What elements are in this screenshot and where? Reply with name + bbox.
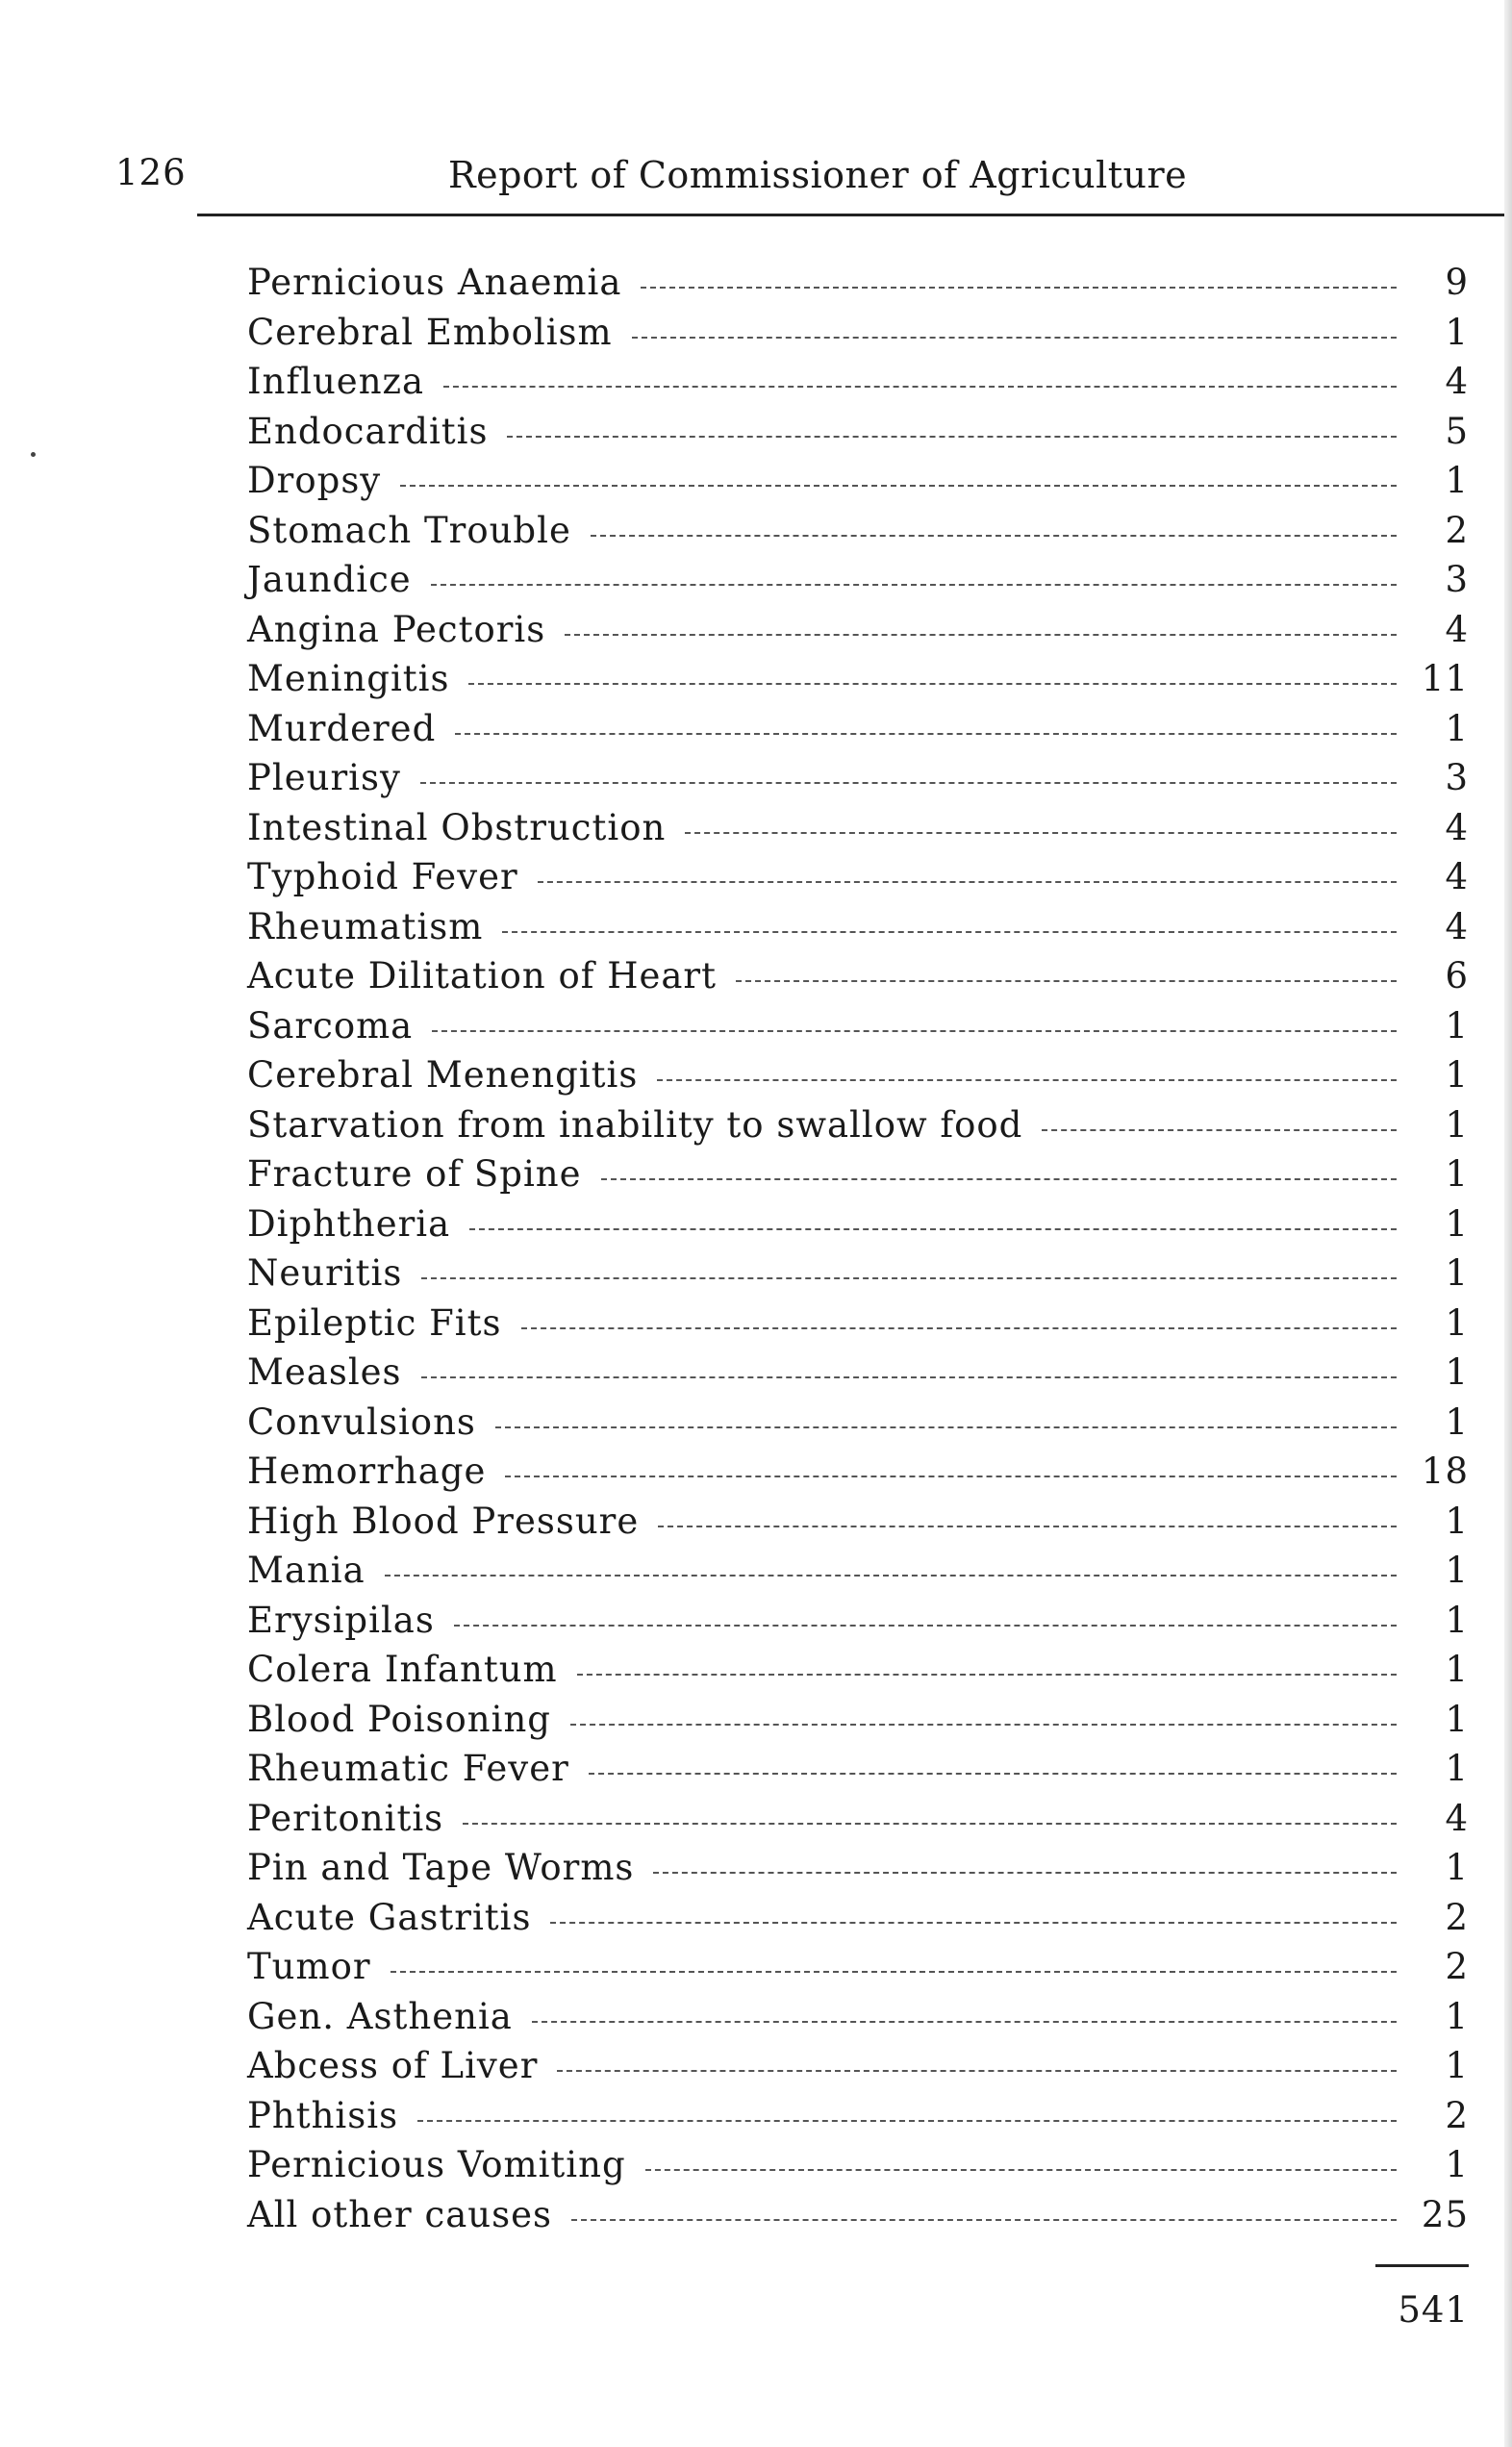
dot-leader [601,1178,1397,1180]
cause-count: 1 [1445,1252,1469,1294]
cause-count: 1 [1445,1004,1469,1047]
cause-count: 5 [1445,410,1469,452]
cause-count: 4 [1445,856,1469,897]
dot-leader [685,832,1397,834]
list-item [247,658,1469,708]
list-item [247,2095,1469,2145]
cause-label: Epileptic Fits [247,1301,502,1344]
cause-label: Rheumatic Fever [247,1748,569,1789]
cause-count: 1 [1445,1351,1469,1393]
cause-count: 1 [1445,2045,1469,2086]
dot-leader [385,1575,1397,1577]
dot-leader [538,881,1397,883]
list-item [247,361,1469,411]
list-item [247,708,1469,758]
dot-leader [645,2169,1397,2171]
cause-count: 1 [1445,1550,1469,1591]
total-rule [1375,2264,1469,2267]
cause-label: Dropsy [247,460,382,501]
dot-leader [421,1376,1397,1378]
stray-mark [31,452,36,457]
cause-label: Rheumatism [247,905,484,947]
dot-leader [632,337,1397,339]
cause-count: 18 [1421,1451,1469,1492]
cause-label: Gen. Asthenia [247,1995,513,2037]
list-item [247,411,1469,461]
cause-count: 1 [1445,1202,1469,1245]
list-item [247,609,1469,659]
cause-count: 1 [1445,1847,1469,1888]
dot-leader [443,386,1397,388]
list-item [247,757,1469,807]
cause-label: Acute Dilitation of Heart [247,955,717,996]
dot-leader [455,733,1397,735]
cause-count: 6 [1445,955,1469,996]
cause-count: 2 [1445,1896,1469,1938]
list-item [247,559,1469,609]
cause-count: 1 [1445,1599,1469,1641]
cause-label: Mania [247,1550,365,1591]
list-item [247,1104,1469,1154]
cause-label: All other causes [247,2193,552,2235]
cause-count: 1 [1445,1400,1469,1443]
cause-count: 4 [1445,806,1469,848]
cause-label: Peritonitis [247,1797,444,1839]
cause-label: Hemorrhage [247,1451,487,1492]
cause-count: 4 [1445,361,1469,402]
dot-leader [570,1724,1397,1726]
cause-label: Meningitis [247,658,450,699]
list-item [247,1252,1469,1302]
cause-label: Convulsions [247,1400,476,1443]
cause-count: 1 [1445,1301,1469,1344]
list-item [247,1897,1469,1947]
cause-count: 2 [1445,509,1469,551]
list-item [247,1798,1469,1848]
dot-leader [658,1526,1397,1527]
dot-leader [591,535,1397,537]
cause-count: 9 [1445,262,1469,303]
list-item [247,955,1469,1005]
cause-count: 25 [1421,2193,1469,2235]
dot-leader [400,485,1397,487]
list-item [247,1946,1469,1996]
running-title: Report of Commissioner of Agriculture [448,154,1188,196]
cause-label: Diphtheria [247,1202,451,1245]
dot-leader [420,782,1397,784]
list-item [247,1203,1469,1253]
cause-count: 3 [1445,757,1469,798]
dot-leader [550,1922,1397,1924]
dot-leader [1042,1129,1397,1131]
list-item [247,1649,1469,1699]
cause-count: 1 [1445,460,1469,501]
cause-count: 1 [1445,1649,1469,1690]
cause-count: 1 [1445,1103,1469,1146]
cause-label: Angina Pectoris [247,608,546,650]
cause-label: Measles [247,1351,402,1393]
cause-label: Cerebral Embolism [247,311,613,353]
list-item [247,1996,1469,2046]
header-rule [197,214,1512,216]
list-item [247,1451,1469,1501]
list-item [247,1699,1469,1749]
cause-count: 1 [1445,1698,1469,1740]
cause-label: Cerebral Menengitis [247,1054,639,1096]
dot-leader [391,1971,1397,1973]
dot-leader [468,683,1397,685]
cause-label: Tumor [247,1946,371,1987]
cause-label: Jaundice [247,559,412,600]
list-item [247,1748,1469,1798]
cause-label: Colera Infantum [247,1649,558,1690]
list-item [247,510,1469,560]
dot-leader [521,1327,1398,1329]
cause-label: Pin and Tape Worms [247,1847,635,1888]
dot-leader [431,584,1397,586]
cause-count: 1 [1445,2144,1469,2185]
cause-label: Starvation from inability to swallow food [247,1103,1023,1146]
cause-label: Stomach Trouble [247,509,571,551]
cause-label: Abcess of Liver [247,2045,539,2086]
dot-leader [417,2120,1397,2122]
cause-label: Pleurisy [247,757,401,798]
dot-leader [454,1625,1397,1627]
cause-count: 1 [1445,1748,1469,1789]
cause-label: Sarcoma [247,1004,414,1047]
cause-count: 4 [1445,608,1469,650]
cause-count: 1 [1445,1153,1469,1195]
dot-leader [653,1872,1397,1874]
cause-count: 3 [1445,559,1469,600]
list-item [247,1351,1469,1401]
dot-leader [565,634,1397,636]
cause-label: Pernicious Vomiting [247,2144,626,2185]
dot-leader [505,1476,1397,1477]
dot-leader [432,1030,1397,1032]
cause-label: Acute Gastritis [247,1896,532,1938]
dot-leader [502,931,1397,933]
list-item [247,460,1469,510]
list-item [247,807,1469,857]
list-item [247,1005,1469,1055]
cause-count: 4 [1445,1797,1469,1839]
dot-leader [532,2021,1397,2023]
dot-leader [571,2219,1397,2221]
list-item [247,1054,1469,1104]
cause-label: Intestinal Obstruction [247,806,667,848]
dot-leader [469,1228,1397,1230]
dot-leader [507,436,1397,438]
total-count: 541 [1398,2289,1469,2331]
cause-label: Fracture of Spine [247,1153,582,1195]
cause-count: 2 [1445,1946,1469,1987]
dot-leader [657,1079,1397,1081]
dot-leader [495,1426,1397,1428]
list-item [247,2144,1469,2194]
dot-leader [421,1277,1397,1279]
cause-label: Neuritis [247,1252,403,1294]
cause-label: Endocarditis [247,410,489,452]
list-item [247,2194,1469,2244]
list-item [247,312,1469,362]
cause-count: 2 [1445,2094,1469,2136]
cause-count: 1 [1445,311,1469,353]
cause-label: Murdered [247,707,437,749]
page-edge-shadow [1504,0,1512,2447]
list-item [247,2045,1469,2095]
dot-leader [589,1773,1397,1775]
dot-leader [463,1823,1397,1825]
list-item [247,1401,1469,1451]
cause-label: Erysipilas [247,1599,435,1641]
dot-leader [557,2070,1397,2072]
cause-label: Pernicious Anaemia [247,262,622,303]
cause-label: Typhoid Fever [247,856,518,897]
list-item [247,1153,1469,1203]
list-item [247,1600,1469,1650]
cause-label: Influenza [247,361,425,402]
cause-label: Blood Poisoning [247,1698,551,1740]
cause-count: 4 [1445,905,1469,947]
list-item [247,262,1469,312]
cause-label: Phthisis [247,2094,399,2136]
page-number: 126 [115,152,187,193]
dot-leader [736,980,1397,982]
cause-count: 11 [1421,658,1469,699]
list-item [247,906,1469,956]
list-item [247,1302,1469,1352]
cause-label: High Blood Pressure [247,1500,640,1542]
cause-count: 1 [1445,1995,1469,2037]
cause-count: 1 [1445,1054,1469,1096]
list-item [247,1550,1469,1600]
list-item [247,856,1469,906]
list-item [247,1847,1469,1897]
dot-leader [641,287,1397,289]
dot-leader [577,1674,1397,1676]
cause-count: 1 [1445,1500,1469,1542]
cause-count: 1 [1445,707,1469,749]
list-item [247,1501,1469,1551]
causes-list [247,262,1469,2243]
